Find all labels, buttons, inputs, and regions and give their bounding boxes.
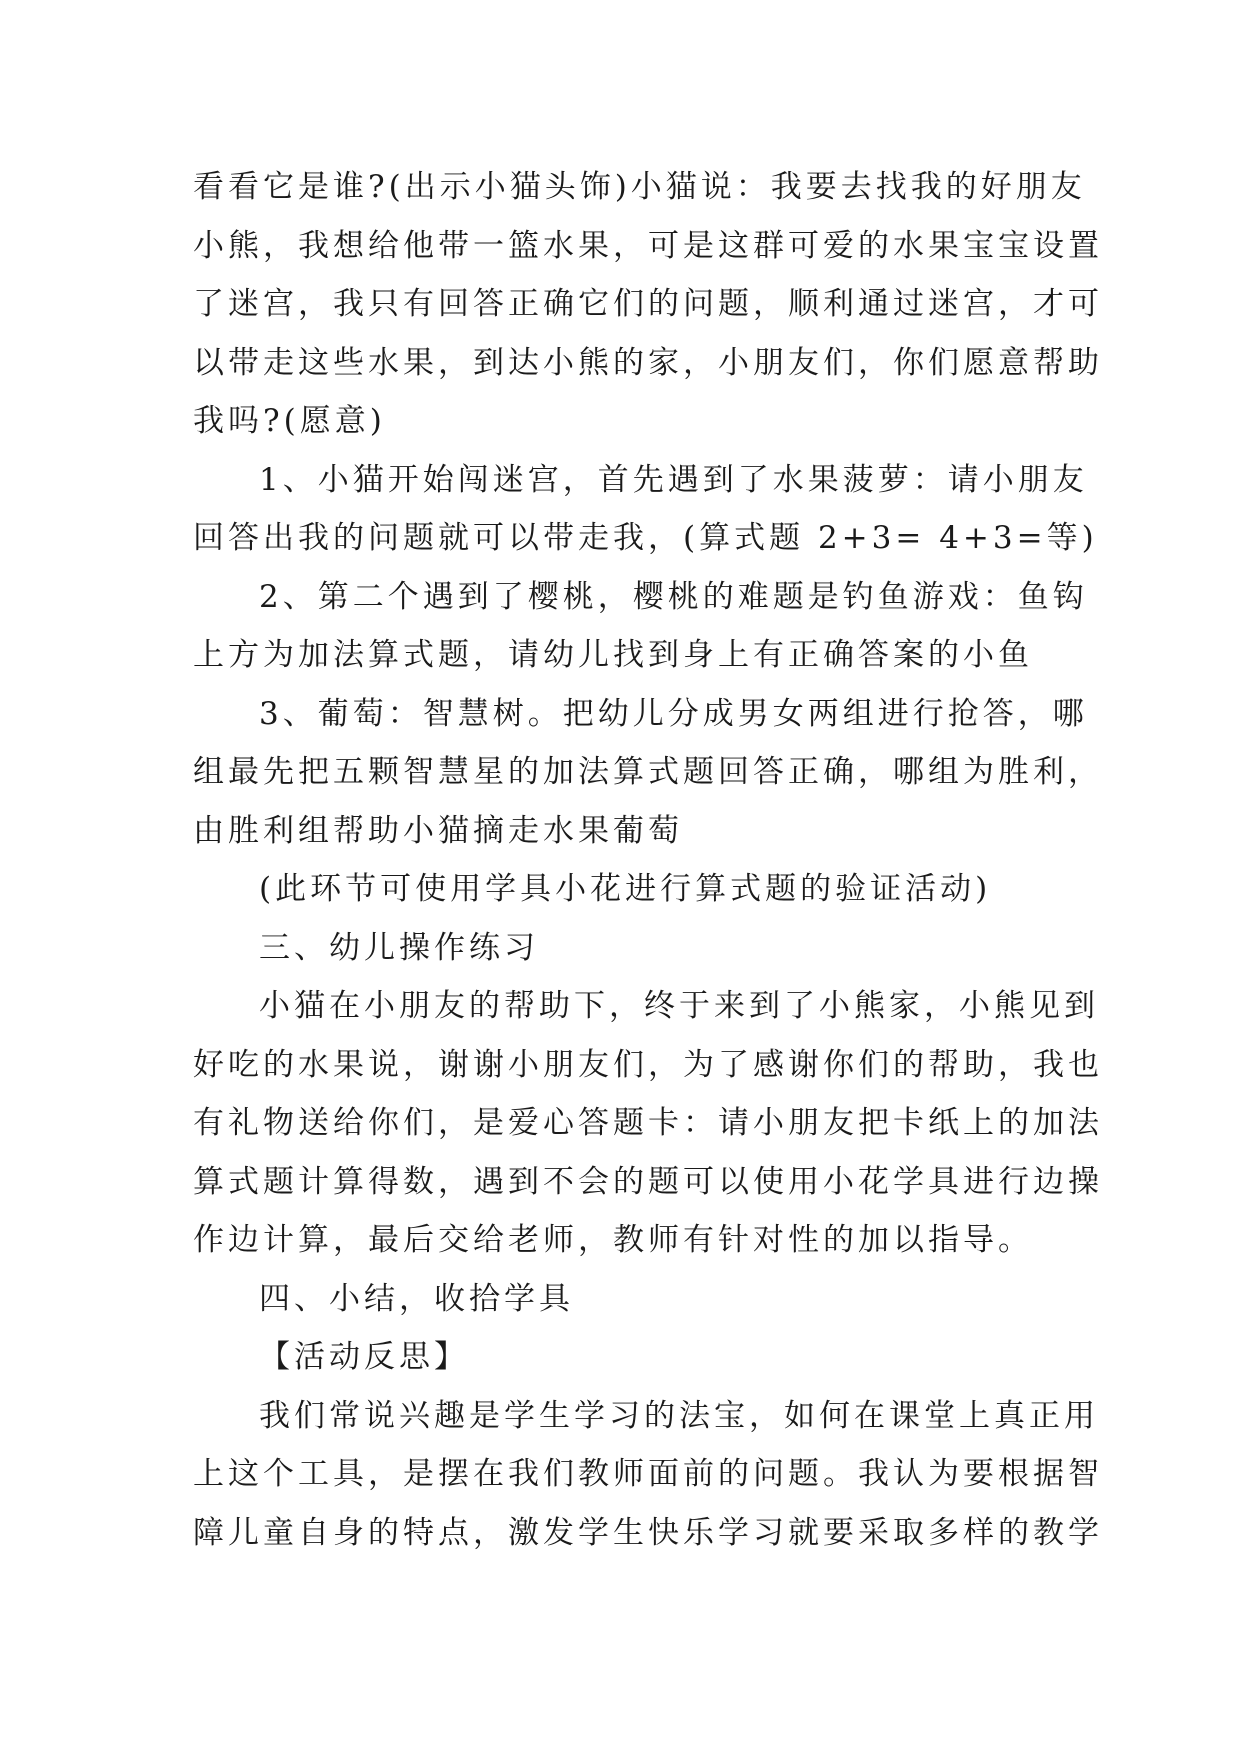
text-line: 我吗?(愿意) bbox=[193, 403, 386, 439]
text-line: (此环节可使用学具小花进行算式题的验证活动) bbox=[259, 871, 992, 907]
text-line: 回答出我的问题就可以带走我，(算式题 2+3= 4+3=等) bbox=[193, 520, 1098, 556]
paragraph-note bbox=[193, 860, 1053, 919]
text-line: 好吃的水果说，谢谢小朋友们，为了感谢你们的帮助，我也 bbox=[193, 1046, 1103, 1083]
text-line: 由胜利组帮助小猫摘走水果葡萄 bbox=[193, 812, 683, 849]
text-line: 障儿童自身的特点，激发学生快乐学习就要采取多样的教学 bbox=[193, 1514, 1103, 1551]
section-heading-summary bbox=[193, 1270, 1053, 1329]
section-heading-practice bbox=[193, 919, 1053, 978]
text-line: 小熊，我想给他带一篮水果，可是这群可爱的水果宝宝设置 bbox=[193, 227, 1103, 264]
text-line: 组最先把五颗智慧星的加法算式题回答正确，哪组为胜利， bbox=[193, 754, 1103, 790]
paragraph-practice-body bbox=[193, 977, 1103, 1270]
text-line: 了迷宫，我只有回答正确它们的问题，顺利通过迷宫，才可 bbox=[193, 286, 1103, 322]
text-line: 我们常说兴趣是学生学习的法宝，如何在课堂上真正用 bbox=[259, 1397, 1099, 1434]
text-line: 作边计算，最后交给老师，教师有针对性的加以指导。 bbox=[193, 1222, 1033, 1258]
text-line: 有礼物送给你们，是爱心答题卡：请小朋友把卡纸上的加法 bbox=[193, 1105, 1103, 1141]
text-line: 四、小结，收拾学具 bbox=[259, 1280, 574, 1317]
text-line: 上这个工具，是摆在我们教师面前的问题。我认为要根据智 bbox=[193, 1456, 1103, 1492]
section-heading-reflection bbox=[193, 1328, 1053, 1387]
text-line: 算式题计算得数，遇到不会的题可以使用小花学具进行边操 bbox=[193, 1163, 1103, 1200]
document-body bbox=[193, 158, 1103, 1562]
text-line: 小猫在小朋友的帮助下，终于来到了小熊家，小熊见到 bbox=[259, 988, 1099, 1024]
text-line: 上方为加法算式题，请幼儿找到身上有正确答案的小鱼 bbox=[193, 637, 1033, 673]
paragraph-reflection-body bbox=[193, 1387, 1103, 1563]
paragraph-step-3 bbox=[193, 685, 1103, 861]
paragraph-intro bbox=[193, 158, 1103, 451]
text-line: 【活动反思】 bbox=[259, 1339, 469, 1375]
text-line: 1、小猫开始闯迷宫，首先遇到了水果菠萝：请小朋友 bbox=[259, 461, 1088, 498]
text-line: 2、第二个遇到了樱桃，樱桃的难题是钓鱼游戏：鱼钩 bbox=[259, 578, 1088, 615]
text-line: 看看它是谁?(出示小猫头饰)小猫说：我要去找我的好朋友 bbox=[193, 169, 1086, 205]
text-line: 以带走这些水果，到达小熊的家，小朋友们，你们愿意帮助 bbox=[193, 344, 1103, 381]
paragraph-step-1 bbox=[193, 451, 1098, 568]
paragraph-step-2 bbox=[193, 568, 1088, 685]
text-line: 3、葡萄：智慧树。把幼儿分成男女两组进行抢答，哪 bbox=[259, 695, 1088, 732]
text-line: 三、幼儿操作练习 bbox=[259, 929, 539, 966]
